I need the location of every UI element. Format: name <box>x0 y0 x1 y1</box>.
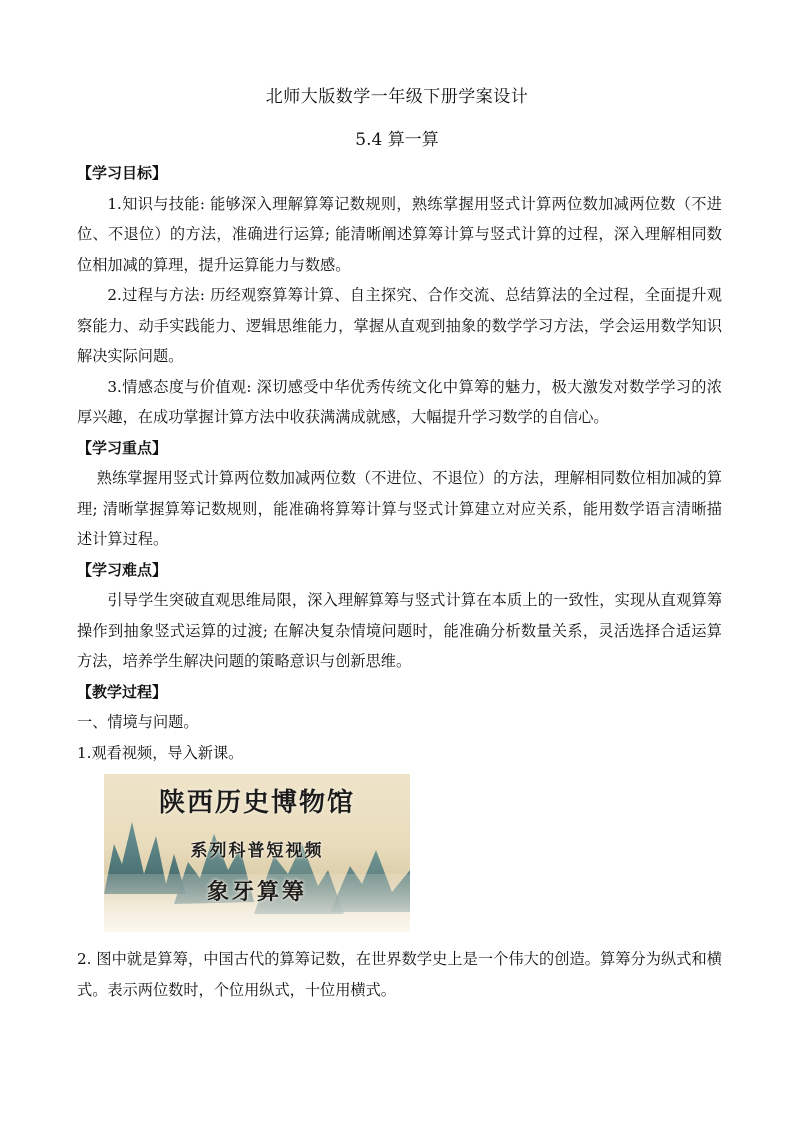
difficulties-heading: 【学习难点】 <box>77 560 168 579</box>
document-body <box>77 158 722 1005</box>
process-heading: 【教学过程】 <box>77 682 168 701</box>
video-thumbnail[interactable] <box>104 774 410 932</box>
document-title: 北师大版数学一年级下册学案设计 <box>265 87 529 107</box>
process-step-2: 2. 图中就是算筹，中国古代的算筹记数，在世界数学史上是一个伟大的创造。算筹分为纵式和横式。表示两位数时，个位用纵式，十位用横式。 <box>77 950 722 999</box>
key-points-text: 熟练掌握用竖式计算两位数加减两位数（不进位、不退位）的方法，理解相同数位相加减的算理; 清晰掌握算筹记数规则，能准确将算筹计算与竖式计算建立对应关系，能用数学语言清晰描述计算过程。 <box>77 469 722 548</box>
video-title: 陕西历史博物馆 <box>158 788 355 818</box>
video-subtitle: 系列科普短视频 <box>190 841 324 861</box>
objective-item-2: 2.过程与方法: 历经观察算筹计算、自主探究、合作交流、总结算法的全过程，全面提升观察能力、动手实践能力、逻辑思维能力，掌握从直观到抽象的数学学习方法，学会运用数学知识解决实际问题。 <box>77 286 722 365</box>
key-points-heading: 【学习重点】 <box>77 438 168 457</box>
video-topic: 象牙算筹 <box>206 879 307 905</box>
difficulties-text: 引导学生突破直观思维局限，深入理解算筹与竖式计算在本质上的一致性，实现从直观算筹操作到抽象竖式运算的过渡; 在解决复杂情境问题时，能准确分析数量关系，灵活选择合适运算方法，培养学生解决问题的策略意识与创新思维。 <box>77 591 722 670</box>
process-step-1: 1.观看视频，导入新课。 <box>77 743 244 762</box>
objective-item-3: 3.情感态度与价值观: 深切感受中华优秀传统文化中算筹的魅力，极大激发对数学学习的浓厚兴趣，在成功掌握计算方法中收获满满成就感，大幅提升学习数学的自信心。 <box>77 377 722 426</box>
objectives-heading: 【学习目标】 <box>77 164 168 182</box>
process-part-1: 一、情境与问题。 <box>77 713 199 731</box>
objective-item-1: 1.知识与技能: 能够深入理解算筹记数规则，熟练掌握用竖式计算两位数加减两位数（不进位、不退位）的方法，准确进行运算; 能清晰阐述算筹计算与竖式计算的过程，深入理解相同数位相加减的算理，提升运算能力与数感。 <box>77 194 722 274</box>
document-subtitle: 5.4 算一算 <box>355 130 439 150</box>
